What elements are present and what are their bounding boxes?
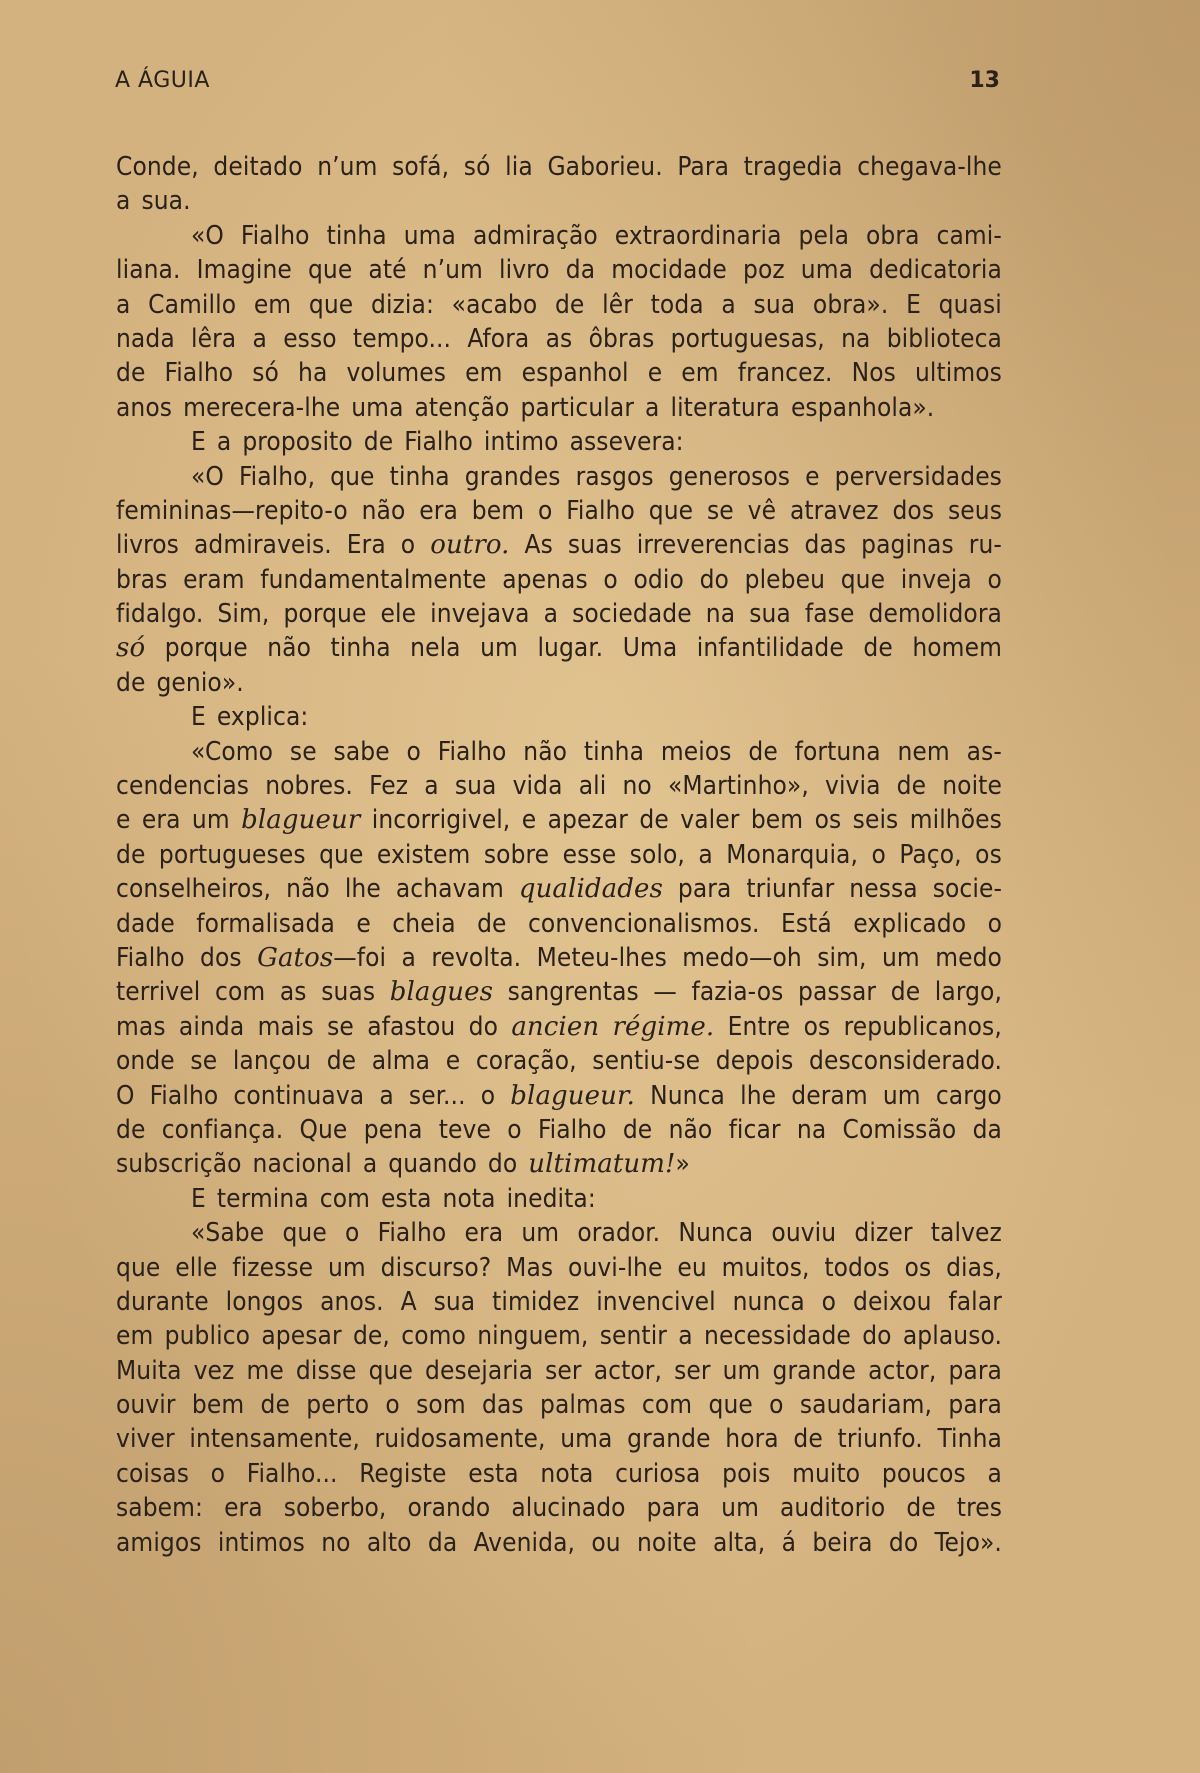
text-line: só porque não tinha nela um lugar. Uma infantilidade de homem: [116, 633, 1002, 664]
text-line: de genio».: [116, 667, 244, 698]
text-line: de portugueses que existem sobre esse solo, a Monarquia, o Paço, os: [116, 839, 1002, 870]
text-line: terrivel com as suas blagues sangrentas — fazia-os passar de largo,: [116, 977, 1002, 1008]
text-line: a sua.: [116, 186, 191, 217]
running-head: [115, 68, 1000, 100]
text-line: E a proposito de Fialho intimo assevera:: [191, 427, 684, 458]
body-text: [116, 150, 1002, 1560]
text-line: subscrição nacional a quando do ultimatum!»: [116, 1149, 690, 1180]
text-line: cendencias nobres. Fez a sua vida ali no «Martinho», vivia de noite: [116, 771, 1002, 802]
text-line: onde se lançou de alma e coração, sentiu-se depois desconsiderado.: [116, 1046, 1002, 1077]
text-line: «Como se sabe o Fialho não tinha meios de fortuna nem as-: [191, 736, 1002, 767]
text-line: femininas—repito-o não era bem o Fialho que se vê atravez dos seus: [116, 495, 1002, 526]
text-line: e era um blagueur incorrigivel, e apezar de valer bem os seis milhões: [116, 805, 1002, 836]
text-line: viver intensamente, ruidosamente, uma grande hora de triunfo. Tinha: [116, 1424, 1002, 1455]
text-line: liana. Imagine que até n’um livro da mocidade poz uma dedicatoria: [116, 255, 1002, 286]
text-line: de Fialho só ha volumes em espanhol e em francez. Nos ultimos: [116, 358, 1002, 389]
text-line: anos merecera-lhe uma atenção particular a literatura espanhola».: [116, 392, 935, 423]
text-line: durante longos anos. A sua timidez invencivel nunca o deixou falar: [116, 1286, 1002, 1317]
text-line: conselheiros, não lhe achavam qualidades para triunfar nessa socie-: [116, 874, 1002, 905]
text-line: Muita vez me disse que desejaria ser actor, ser um grande actor, para: [116, 1355, 1002, 1386]
text-line: sabem: era soberbo, orando alucinado para um auditorio de tres: [116, 1493, 1002, 1524]
text-line: livros admiraveis. Era o outro. As suas irreverencias das paginas ru-: [116, 530, 1002, 561]
text-line: «Sabe que o Fialho era um orador. Nunca ouviu dizer talvez: [191, 1218, 1002, 1249]
text-line: amigos intimos no alto da Avenida, ou noite alta, á beira do Tejo».: [116, 1527, 1002, 1558]
text-line: que elle fizesse um discurso? Mas ouvi-lhe eu muitos, todos os dias,: [116, 1252, 1002, 1283]
text-line: E explica:: [191, 702, 309, 733]
text-line: mas ainda mais se afastou do ancien régime. Entre os republicanos,: [116, 1011, 1002, 1042]
text-line: dade formalisada e cheia de convencionalismos. Está explicado o: [116, 908, 1002, 939]
text-line: E termina com esta nota inedita:: [191, 1183, 596, 1214]
text-line: a Camillo em que dizia: «acabo de lêr toda a sua obra». E quasi: [116, 289, 1002, 320]
text-line: nada lêra a esso tempo... Afora as ôbras portuguesas, na biblioteca: [116, 323, 1002, 354]
text-line: O Fialho continuava a ser... o blagueur. Nunca lhe deram um cargo: [116, 1080, 1002, 1111]
text-line: Conde, deitado n’um sofá, só lia Gaborieu. Para tragedia chegava-lhe: [116, 152, 1002, 182]
text-line: fidalgo. Sim, porque ele invejava a sociedade na sua fase demolidora: [116, 599, 1002, 630]
text-line: «O Fialho tinha uma admiração extraordinaria pela obra cami-: [191, 220, 1002, 251]
text-line: coisas o Fialho... Registe esta nota curiosa pois muito poucos a: [116, 1458, 1002, 1489]
text-line: «O Fialho, que tinha grandes rasgos generosos e perversidades: [191, 461, 1002, 492]
text-line: bras eram fundamentalmente apenas o odio do plebeu que inveja o: [116, 564, 1002, 595]
text-line: Fialho dos Gatos—foi a revolta. Meteu-lhes medo—oh sim, um medo: [116, 942, 1002, 973]
running-title: A ÁGUIA: [115, 68, 210, 93]
text-line: em publico apesar de, como ninguem, sentir a necessidade do aplauso.: [116, 1321, 1002, 1352]
page-number: 13: [969, 68, 1000, 93]
text-line: ouvir bem de perto o som das palmas com que o saudariam, para: [116, 1390, 1002, 1421]
text-line: de confiança. Que pena teve o Fialho de não ficar na Comissão da: [116, 1114, 1002, 1145]
